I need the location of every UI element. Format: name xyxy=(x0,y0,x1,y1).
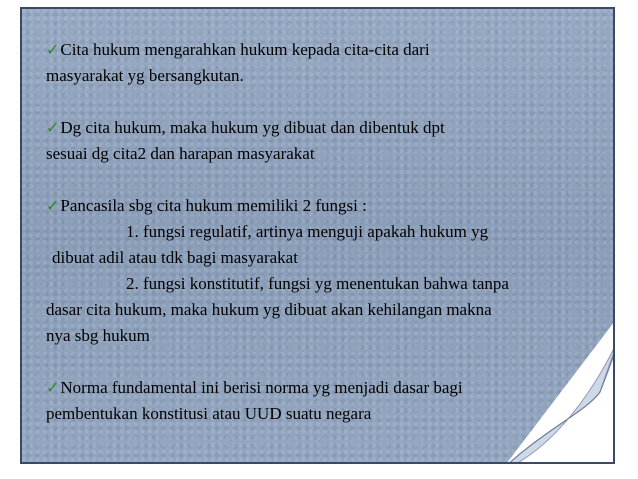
checkmark-icon: ✓ xyxy=(46,378,60,397)
sub-item-1-line-1: 1. fungsi regulatif, artinya menguji apakah hukum yg xyxy=(126,222,489,241)
bullet-2-line-1: ✓Dg cita hukum, maka hukum yg dibuat dan dibentuk dpt xyxy=(46,118,445,137)
slide-body xyxy=(46,37,606,427)
bullet-4-line-1: ✓Norma fundamental ini berisi norma yg menjadi dasar bagi xyxy=(46,378,463,397)
checkmark-icon: ✓ xyxy=(46,118,60,137)
sub-item-1-line-2: dibuat adil atau tdk bagi masyarakat xyxy=(52,248,298,267)
sub-item-2-line-1: 2. fungsi konstitutif, fungsi yg menentukan bahwa tanpa xyxy=(126,274,509,293)
sub-item-2-line-2: dasar cita hukum, maka hukum yg dibuat akan kehilangan makna xyxy=(46,300,492,319)
bullet-4-line-2: pembentukan konstitusi atau UUD suatu negara xyxy=(46,404,372,423)
bullet-1-line-1: ✓Cita hukum mengarahkan hukum kepada cita-cita dari xyxy=(46,40,430,59)
checkmark-icon: ✓ xyxy=(46,196,60,215)
sub-item-2-line-3: nya sbg hukum xyxy=(46,326,150,345)
checkmark-icon: ✓ xyxy=(46,40,60,59)
content-panel xyxy=(20,7,615,464)
bullet-1-line-2: masyarakat yg bersangkutan. xyxy=(46,66,244,85)
bullet-2-line-2: sesuai dg cita2 dan harapan masyarakat xyxy=(46,144,315,163)
bullet-3-line-1: ✓Pancasila sbg cita hukum memiliki 2 fungsi : xyxy=(46,196,367,215)
